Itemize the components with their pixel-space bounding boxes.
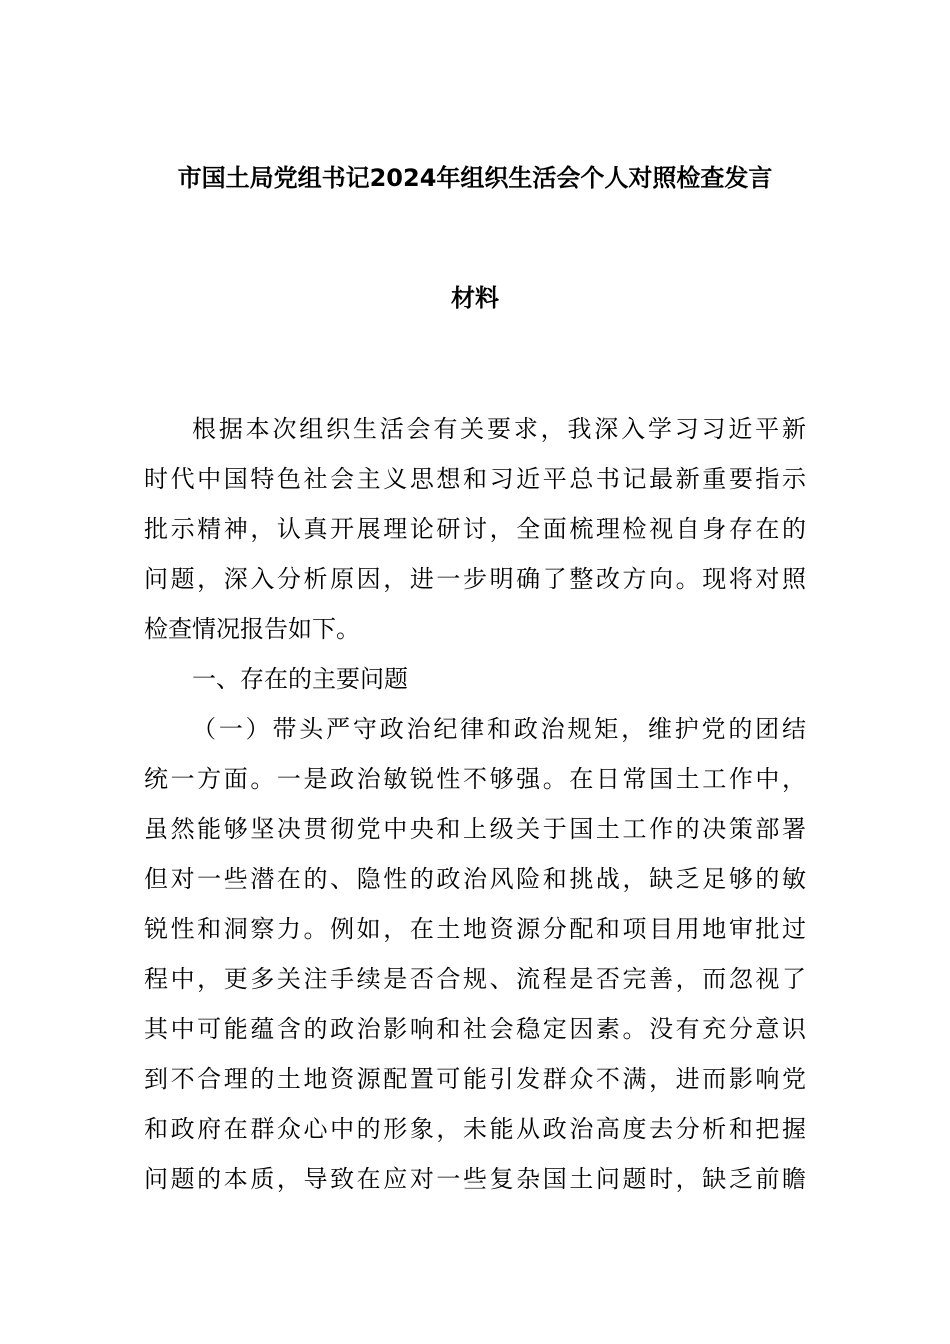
- body-line: 和政府在群众心中的形象，未能从政治高度去分析和把握: [144, 1115, 806, 1143]
- body-line: 程中，更多关注手续是否合规、流程是否完善，而忽视了: [144, 965, 806, 993]
- subsection-heading-line: （一）带头严守政治纪律和政治规矩，维护党的团结: [192, 715, 806, 743]
- body-line: 其中可能蕴含的政治影响和社会稳定因素。没有充分意识: [144, 1015, 806, 1043]
- body-line: 根据本次组织生活会有关要求，我深入学习习近平新: [192, 415, 806, 443]
- body-line: 批示精神，认真开展理论研讨，全面梳理检视自身存在的: [144, 515, 806, 543]
- body-line: 统一方面。一是政治敏锐性不够强。在日常国土工作中，: [144, 765, 806, 793]
- document-body: [144, 404, 806, 1204]
- section-heading: 一、存在的主要问题: [192, 665, 408, 693]
- body-line: 锐性和洞察力。例如，在土地资源分配和项目用地审批过: [144, 915, 806, 943]
- body-line: 到不合理的土地资源配置可能引发群众不满，进而影响党: [144, 1065, 806, 1093]
- body-line: 时代中国特色社会主义思想和习近平总书记最新重要指示: [144, 465, 806, 493]
- body-line: 虽然能够坚决贯彻党中央和上级关于国土工作的决策部署: [144, 815, 806, 843]
- document-title-line-1: 市国土局党组书记2024年组织生活会个人对照检查发言: [177, 164, 773, 192]
- document-title-line-2: 材料: [451, 284, 499, 312]
- body-line: 检查情况报告如下。: [144, 615, 360, 643]
- body-line: 但对一些潜在的、隐性的政治风险和挑战，缺乏足够的敏: [144, 865, 806, 893]
- body-line: 问题的本质，导致在应对一些复杂国土问题时，缺乏前瞻: [144, 1165, 806, 1193]
- body-line: 问题，深入分析原因，进一步明确了整改方向。现将对照: [144, 565, 806, 593]
